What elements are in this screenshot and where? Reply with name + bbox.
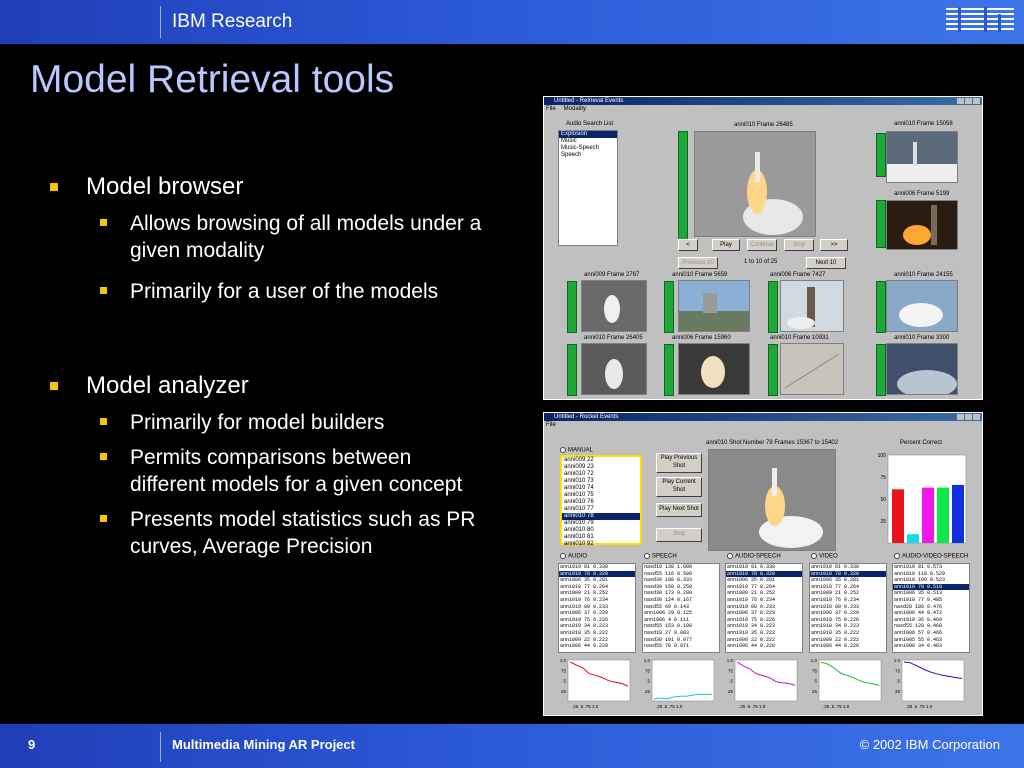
table-row[interactable]: anni010 78 0.320 <box>810 571 886 578</box>
radio-icon <box>560 553 566 559</box>
search-list-title: Audio Search List <box>566 121 614 127</box>
radio-icon <box>811 553 817 559</box>
table-row[interactable]: nasd55 69 0.143 <box>644 603 690 610</box>
radio-icon <box>894 553 900 559</box>
previous-10-button[interactable]: Previous 10 <box>678 257 718 269</box>
table-row[interactable]: anni010 77 0.264 <box>727 583 776 590</box>
sub-bullet-marker-icon <box>100 219 107 226</box>
table-row[interactable]: anni010 76 0.234 <box>560 596 609 603</box>
thumbnail-image <box>887 281 957 331</box>
results-table-audio[interactable] <box>558 563 636 653</box>
y-tick-label: 1.0 <box>810 658 817 663</box>
rocket-events-window <box>543 412 983 716</box>
table-row[interactable]: anni010 81 0.573 <box>894 564 943 570</box>
table-row[interactable]: anni009 22 0.222 <box>811 636 860 643</box>
radio-label: VIDEO <box>819 553 838 560</box>
table-row[interactable]: anni010 78 0.518 <box>893 584 969 591</box>
grid-label: anni006 Frame 15960 <box>672 335 731 341</box>
results-table-video[interactable] <box>809 563 887 653</box>
y-tick-label: 50 <box>880 497 886 503</box>
x-tick-labels: .25 .5 .75 1.0 <box>906 704 933 709</box>
thumbnail-image <box>582 281 646 331</box>
thumbnail-frame[interactable] <box>581 280 647 332</box>
relevance-bar <box>567 344 577 396</box>
sub-bullet <box>50 506 490 560</box>
header-divider <box>160 6 161 38</box>
list-item[interactable]: anni010 81 <box>564 534 594 540</box>
play-button[interactable]: Play <box>712 239 740 251</box>
radio-audio-video-speech[interactable] <box>894 553 968 560</box>
minimize-icon[interactable] <box>957 414 964 420</box>
slide-footer <box>0 724 1024 768</box>
thumbnail-frame[interactable] <box>678 343 750 395</box>
table-row[interactable]: anni006 35 0.513 <box>894 590 943 597</box>
shot-video-frame[interactable] <box>708 449 836 551</box>
page-number: 9 <box>28 737 36 752</box>
close-icon[interactable] <box>973 414 980 420</box>
y-tick-label: 25 <box>560 688 566 694</box>
table-row[interactable]: anni006 35 0.281 <box>727 577 776 584</box>
menu-file[interactable]: File <box>546 106 556 112</box>
relevance-bar <box>876 281 886 333</box>
thumbnail-image <box>582 344 646 394</box>
table-row[interactable]: anni010 34 0.223 <box>811 623 860 630</box>
thumbnail-frame[interactable] <box>886 343 958 395</box>
bullet-list <box>50 172 490 560</box>
table-row[interactable]: anni010 80 0.233 <box>727 603 776 610</box>
radio-video[interactable] <box>811 553 838 560</box>
y-tick-label: .5 <box>896 678 900 684</box>
table-row[interactable]: anni006 57 0.466 <box>894 629 943 636</box>
table-row[interactable]: anni010 81 0.330 <box>727 564 776 570</box>
relevance-bar <box>664 281 674 333</box>
y-tick-label: 75 <box>811 668 817 674</box>
relevance-bar <box>876 344 886 396</box>
table-row[interactable]: anni006 37 0.229 <box>560 610 609 617</box>
thumbnail-frame[interactable] <box>886 131 958 183</box>
pr-curve-chart <box>801 657 885 711</box>
table-row[interactable]: anni010 36 0.469 <box>894 616 943 623</box>
y-tick-label: .5 <box>813 678 817 684</box>
curve-plot-area <box>819 660 881 701</box>
x-tick-labels: .25 .5 .75 1.0 <box>572 704 599 709</box>
table-row[interactable]: anni010 109 0.523 <box>894 577 946 584</box>
table-row[interactable]: anni010 34 0.223 <box>727 623 776 630</box>
results-table-audio-speech[interactable] <box>725 563 803 653</box>
footer-copyright: © 2002 IBM Corporation <box>859 737 1000 752</box>
radio-icon <box>560 447 566 453</box>
bar <box>937 488 949 543</box>
results-table-audio-video-speech[interactable] <box>892 563 970 653</box>
table-row[interactable]: anni010 78 0.320 <box>559 571 635 578</box>
menubar <box>544 421 982 429</box>
thumbnail-frame[interactable] <box>886 280 958 332</box>
table-row[interactable]: anni009 21 0.252 <box>727 590 776 597</box>
table-row[interactable]: nasd55 116 0.500 <box>644 570 693 577</box>
fast-forward-button[interactable]: >> <box>820 239 848 251</box>
table-row[interactable]: anni005 55 0.463 <box>894 636 943 643</box>
sub-bullet-marker-icon <box>100 515 107 522</box>
table-row[interactable]: anni009 22 0.222 <box>727 636 776 643</box>
table-row[interactable]: nasd55 70 0.071 <box>644 643 690 650</box>
list-item[interactable]: anni010 74 <box>564 485 594 491</box>
grid-label: anni010 Frame 26405 <box>584 335 643 341</box>
list-item[interactable]: anni010 80 <box>564 527 594 533</box>
table-row[interactable]: anni010 76 0.234 <box>727 596 776 603</box>
table-row[interactable]: nasd10 27 0.083 <box>644 629 690 636</box>
y-tick-label: 75 <box>560 668 566 674</box>
window-title: Untitled - Rocket Events <box>554 414 619 420</box>
sub-bullet-text: Primarily for a user of the models <box>130 280 439 303</box>
y-tick-label: 1.0 <box>559 658 566 663</box>
list-item[interactable]: anni010 79 <box>564 520 594 526</box>
prev-button[interactable]: < <box>678 239 698 251</box>
grid-label: anni010 Frame 10931 <box>770 335 829 341</box>
side-frame-label: anni006 Frame 5199 <box>894 191 950 197</box>
sub-bullet-text: Primarily for model builders <box>130 411 385 434</box>
bullet-text: Model analyzer <box>86 372 249 399</box>
table-row[interactable]: nasd30 124 0.167 <box>644 596 693 603</box>
sub-bullet-marker-icon <box>100 453 107 460</box>
list-item[interactable]: anni010 76 <box>564 499 594 505</box>
table-row[interactable]: anni010 75 0.226 <box>560 616 609 623</box>
play-current-shot-button[interactable]: Play Current Shot <box>656 477 702 497</box>
maximize-icon[interactable] <box>965 414 972 420</box>
main-frame-label: anni010 Frame 26485 <box>734 122 793 128</box>
audio-search-list[interactable] <box>558 130 618 246</box>
thumbnail-frame[interactable] <box>780 343 844 395</box>
shuttle-image <box>887 132 957 182</box>
list-item[interactable]: anni010 72 <box>564 471 594 477</box>
curve-plot-area <box>568 660 630 701</box>
grid-label: anni009 Frame 2767 <box>584 272 640 278</box>
table-row[interactable]: anni006 4 0.111 <box>644 616 690 623</box>
y-tick-label: .5 <box>729 678 733 684</box>
minimize-icon[interactable] <box>957 98 964 104</box>
thumbnail-image <box>781 281 843 331</box>
table-row[interactable]: anni010 75 0.226 <box>811 616 860 623</box>
percent-correct-chart <box>870 451 970 547</box>
rocket-launch-image <box>695 132 815 236</box>
slide-title: Model Retrieval tools <box>30 58 395 101</box>
pr-curve-chart <box>884 657 968 711</box>
table-row[interactable]: anni010 77 0.485 <box>894 596 943 603</box>
play-previous-shot-button[interactable]: Play Previous Shot <box>656 453 702 473</box>
sub-bullet-text: Presents model statistics such as PR curves, Average Precision <box>130 508 476 558</box>
table-row[interactable]: anni006 35 0.281 <box>811 577 860 584</box>
stop-button[interactable]: Stop <box>784 239 814 251</box>
y-tick-label: 75 <box>644 668 650 674</box>
footer-project: Multimedia Mining AR Project <box>172 737 355 752</box>
table-row[interactable]: anni010 77 0.264 <box>560 583 609 590</box>
menubar <box>544 105 982 113</box>
thumbnail-image <box>887 344 957 394</box>
list-item[interactable]: anni009 22 <box>564 457 594 463</box>
table-row[interactable]: nasd30 173 0.200 <box>644 590 693 597</box>
manual-radio[interactable] <box>560 447 593 454</box>
grid-label: anni010 Frame 24155 <box>894 272 953 278</box>
grid-label: anni006 Frame 7427 <box>770 272 826 278</box>
table-row[interactable]: anni006 35 0.281 <box>560 577 609 584</box>
table-row[interactable]: anni010 35 0.222 <box>727 629 776 636</box>
curve-plot-area <box>902 660 964 701</box>
table-row[interactable]: anni006 34 0.463 <box>894 643 943 650</box>
radio-audio-speech[interactable] <box>727 553 781 560</box>
y-tick-label: 25 <box>894 688 900 694</box>
thumbnail-frame[interactable] <box>886 200 958 250</box>
bar <box>922 488 934 543</box>
table-row[interactable]: nasd28 186 0.476 <box>894 603 943 610</box>
list-item[interactable]: anni010 78 <box>562 513 640 520</box>
table-row[interactable]: anni010 78 0.320 <box>726 571 802 578</box>
list-item[interactable]: anni010 73 <box>564 478 594 484</box>
stop-button[interactable]: Stop <box>656 528 702 542</box>
window-titlebar <box>544 97 982 105</box>
y-tick-label: .5 <box>646 678 650 684</box>
pr-curve-chart <box>717 657 801 711</box>
header-org-label: IBM Research <box>172 11 293 32</box>
table-row[interactable]: anni009 21 0.252 <box>811 590 860 597</box>
table-row[interactable]: anni009 21 0.252 <box>560 590 609 597</box>
table-row[interactable]: anni006 44 0.220 <box>560 643 609 650</box>
table-row[interactable]: anni010 75 0.226 <box>727 616 776 623</box>
sub-bullet-text: Permits comparisons between different models for a given concept <box>130 446 463 496</box>
y-tick-label: 1.0 <box>643 658 650 663</box>
relevance-bar <box>876 133 886 177</box>
sub-bullet <box>50 409 490 436</box>
table-row[interactable]: anni010 81 0.330 <box>811 564 860 570</box>
thumbnail-image <box>679 281 749 331</box>
list-item[interactable]: Speech <box>561 152 582 158</box>
table-row[interactable]: nasd55 128 0.468 <box>894 623 943 630</box>
sub-bullet-text: Allows browsing of all models under a given modality <box>130 212 482 262</box>
table-row[interactable]: nasd30 150 0.250 <box>644 583 693 590</box>
radio-icon <box>644 553 650 559</box>
menu-modality[interactable]: Modality <box>563 106 587 112</box>
table-row[interactable]: anni006 29 0.125 <box>644 610 693 617</box>
y-tick-label: 25 <box>644 688 650 694</box>
table-row[interactable]: anni006 44 0.472 <box>894 610 943 617</box>
menu-file[interactable]: File <box>546 422 556 428</box>
sub-bullet <box>50 210 490 264</box>
thumbnail-frame[interactable] <box>581 343 647 395</box>
relevance-bar <box>664 344 674 396</box>
window-title: Untitled - Retrieval Events <box>554 98 624 104</box>
grid-label: anni010 Frame 3300 <box>894 335 950 341</box>
page-info: 1 to 10 of 25 <box>744 259 778 265</box>
pr-curve-chart <box>634 657 718 711</box>
bar <box>952 485 964 543</box>
slide-header <box>0 0 1024 44</box>
x-tick-labels: .25 .5 .75 1.0 <box>823 704 850 709</box>
table-row[interactable]: anni010 80 0.233 <box>560 603 609 610</box>
table-row[interactable]: nasd55 153 0.100 <box>644 623 693 630</box>
y-tick-label: 25 <box>811 688 817 694</box>
bullet-text: Model browser <box>86 173 244 200</box>
manual-shot-list[interactable] <box>560 455 642 545</box>
table-row[interactable]: anni009 22 0.222 <box>560 636 609 643</box>
list-item[interactable]: anni009 23 <box>564 464 594 470</box>
table-row[interactable]: anni010 35 0.222 <box>811 629 860 636</box>
table-row[interactable]: anni010 80 0.233 <box>811 603 860 610</box>
table-row[interactable]: anni006 44 0.220 <box>811 643 860 650</box>
x-tick-labels: .25 .5 .75 1.0 <box>739 704 766 709</box>
main-video-frame[interactable] <box>694 131 816 237</box>
footer-divider <box>160 732 161 762</box>
thumbnail-image <box>781 344 843 394</box>
thumbnail-image <box>679 344 749 394</box>
ibm-logo-icon <box>944 4 1016 36</box>
sub-bullet-marker-icon <box>100 418 107 425</box>
sub-bullet-marker-icon <box>100 287 107 294</box>
bullet-marker-icon <box>50 382 58 390</box>
table-row[interactable]: nasd10 138 1.000 <box>644 564 693 570</box>
maximize-icon[interactable] <box>965 98 972 104</box>
y-tick-label: 25 <box>727 688 733 694</box>
thumbnail-frame[interactable] <box>678 280 750 332</box>
rocket-launch-image <box>709 450 835 550</box>
table-row[interactable]: anni006 37 0.229 <box>727 610 776 617</box>
grid-label: anni010 Frame 5659 <box>672 272 728 278</box>
bullet-model-browser <box>50 172 490 202</box>
window-titlebar <box>544 413 982 421</box>
y-tick-label: 1.0 <box>726 658 733 663</box>
table-row[interactable]: anni010 35 0.222 <box>560 629 609 636</box>
list-item[interactable]: anni010 77 <box>564 506 594 512</box>
table-row[interactable]: anni006 37 0.229 <box>811 610 860 617</box>
shot-info-label: anni010 Shot Number 78 Frames 15367 to 15402 <box>706 440 839 446</box>
percent-correct-label: Percent Correct <box>900 440 943 446</box>
next-10-button[interactable]: Next 10 <box>806 257 846 269</box>
table-row[interactable]: anni010 77 0.264 <box>811 583 860 590</box>
y-tick-label: 1.0 <box>893 658 900 663</box>
relevance-bar <box>768 281 778 333</box>
x-tick-labels: .25 .5 .75 1.0 <box>656 704 683 709</box>
bar <box>892 489 904 543</box>
radio-label: AUDIO-SPEECH <box>735 553 781 560</box>
relevance-bar <box>768 344 778 396</box>
manual-label: MANUAL <box>568 447 594 454</box>
sub-bullet <box>50 444 490 498</box>
close-icon[interactable] <box>973 98 980 104</box>
launch-pad-image <box>887 201 957 249</box>
table-row[interactable]: anni006 44 0.220 <box>727 643 776 650</box>
y-tick-label: .5 <box>562 678 566 684</box>
table-row[interactable]: anni010 34 0.223 <box>560 623 609 630</box>
list-item[interactable]: Music <box>561 138 577 144</box>
results-table-speech[interactable] <box>642 563 720 653</box>
list-item[interactable]: Explosion <box>559 131 617 138</box>
y-tick-label: 75 <box>727 668 733 674</box>
radio-label: AUDIO <box>568 553 588 560</box>
table-row[interactable]: anni010 76 0.234 <box>811 596 860 603</box>
retrieval-events-window <box>543 96 983 400</box>
relevance-bar <box>567 281 577 333</box>
radio-icon <box>727 553 733 559</box>
y-tick-label: 75 <box>894 668 900 674</box>
bullet-marker-icon <box>50 183 58 191</box>
table-row[interactable]: nasd30 188 0.333 <box>644 577 693 584</box>
play-next-shot-button[interactable]: Play Next Shot <box>656 503 702 517</box>
list-item[interactable]: anni010 92 <box>564 541 594 547</box>
list-item[interactable]: anni010 75 <box>564 492 594 498</box>
table-row[interactable]: nasd30 191 0.077 <box>644 636 693 643</box>
side-frame-label: anni010 Frame 15058 <box>894 121 953 127</box>
continue-button[interactable]: Continue <box>747 239 777 251</box>
relevance-bar <box>678 131 688 245</box>
radio-audio[interactable] <box>560 553 587 560</box>
radio-speech[interactable] <box>644 553 677 560</box>
table-row[interactable]: anni010 81 0.330 <box>560 564 609 570</box>
thumbnail-frame[interactable] <box>780 280 844 332</box>
y-tick-label: 100 <box>877 453 886 459</box>
y-tick-label: 25 <box>880 519 886 525</box>
y-tick-label: 75 <box>880 475 886 481</box>
bullet-model-analyzer <box>50 371 490 401</box>
radio-label: AUDIO-VIDEO-SPEECH <box>902 553 969 560</box>
pr-curve-chart <box>550 657 634 711</box>
relevance-bar <box>876 200 886 248</box>
list-item[interactable]: Music-Speech <box>561 145 600 151</box>
sub-bullet <box>50 278 490 305</box>
radio-label: SPEECH <box>652 553 677 560</box>
table-row[interactable]: anni010 118 0.529 <box>894 570 946 577</box>
bar <box>907 534 919 543</box>
